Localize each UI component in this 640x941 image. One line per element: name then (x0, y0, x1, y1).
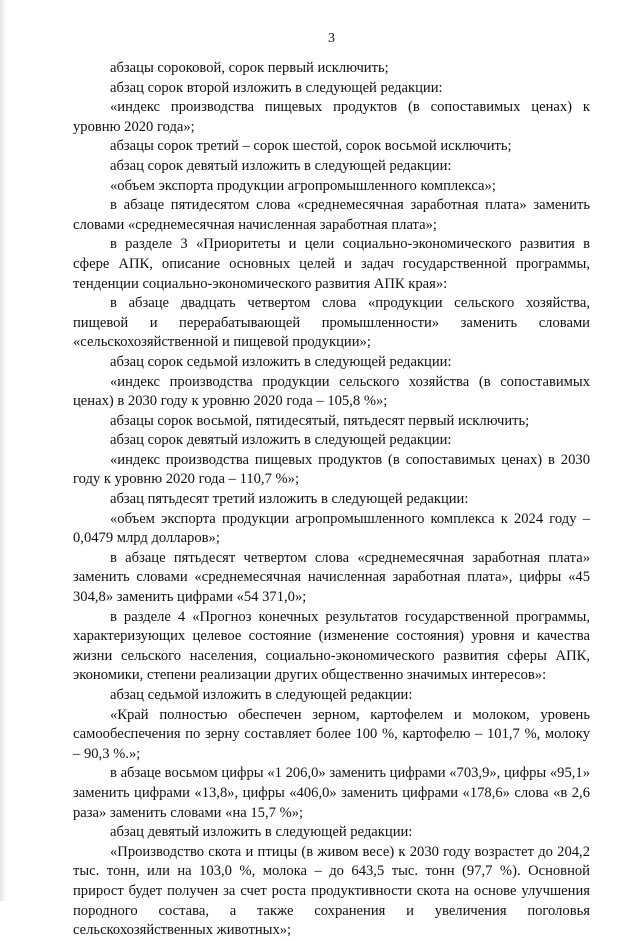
paragraph: абзац сорок девятый изложить в следующей редакции: (110, 157, 452, 174)
paragraph: «Край полностью обеспечен зерном, картофелем и молоком, уровень самообеспечения по зерну составляет более 100 %, картофелю – 101,7 %, молоку – 90,3 %.»; (73, 706, 590, 762)
paragraph: в абзаце двадцать четвертом слова «продукции сельского хозяйства, пищевой и перерабатывающей промышленности» заменить словами «сельскохозяйственной и пищевой продукции»; (73, 295, 590, 351)
paragraph: в разделе 3 «Приоритеты и цели социально-экономического развития в сфере АПК, описание основных целей и задач государственной программы, тенденции социально-экономического развития АПК края»: (73, 236, 590, 292)
paragraph: «объем экспорта продукции агропромышленного комплекса»; (110, 177, 496, 194)
paragraph: абзац сорок девятый изложить в следующей редакции: (110, 432, 452, 449)
paragraph: абзац сорок седьмой изложить в следующей редакции: (110, 353, 452, 370)
paragraph: в абзаце пятидесятом слова «среднемесячная заработная плата» заменить словами «среднемесячная начисленная заработная плата»; (73, 197, 590, 233)
paragraph: абзацы сороковой, сорок первый исключить; (110, 60, 389, 76)
paragraph: «объем экспорта продукции агропромышленного комплекса к 2024 году – 0,0479 млрд долларов»; (73, 510, 590, 547)
paragraph: в разделе 4 «Прогноз конечных результатов государственной программы, характеризующих целевое состояние (изменение состояния) уровня и качества жизни сельского населения, социально-экономического развития сферы АПК, экономики, степени реализации других общественно значимых интересов»: (73, 608, 590, 684)
page-number: 3 (328, 31, 335, 46)
paragraph: в абзаце восьмом цифры «1 206,0» заменить цифрами «703,9», цифры «95,1» заменить цифрами «13,8», цифры «406,0» заменить цифрами «178,6» слова «в 2,6 раза» заменить словами «на 15,7 %»; (73, 765, 590, 821)
paragraph: абзацы сорок восьмой, пятидесятый, пятьдесят первый исключить; (110, 412, 530, 429)
paragraph: в абзаце пятьдесят четвертом слова «среднемесячная заработная плата» заменить словами «среднемесячная начисленная заработная плата», цифры «45 304,8» заменить цифрами «54 371,0»; (73, 549, 590, 606)
paragraph: абзац сорок второй изложить в следующей редакции: (110, 79, 443, 96)
document-body (73, 59, 590, 941)
paragraph: «Производство скота и птицы (в живом весе) к 2030 году возрастет до 204,2 тыс. тонн, или на 103,0 %, молока – до 643,5 тыс. тонн (97,7 %). Основной прирост будет получен за счет роста продуктивности скота на основе улучшения породного состава, а также сохранения и увеличения поголовья сельскохозяйственных животных»; (73, 843, 590, 939)
paragraph: «индекс производства пищевых продуктов (в сопоставимых ценах) к уровню 2020 года»; (73, 99, 590, 135)
paragraph: «индекс производства пищевых продуктов (в сопоставимых ценах) в 2030 году к уровню 2020 года – 110,7 %»; (73, 451, 590, 488)
paragraph: абзац седьмой изложить в следующей редакции: (110, 687, 413, 703)
scan-edge-shadow (0, 0, 6, 901)
paragraph: абзац пятьдесят третий изложить в следующей редакции: (110, 491, 469, 508)
paragraph: «индекс производства продукции сельского хозяйства (в сопоставимых ценах) в 2030 году к уровню 2020 года – 105,8 %»; (73, 373, 590, 410)
paragraph: абзац девятый изложить в следующей редакции: (110, 824, 413, 841)
paragraph: абзацы сорок третий – сорок шестой, сорок восьмой исключить; (110, 138, 512, 155)
